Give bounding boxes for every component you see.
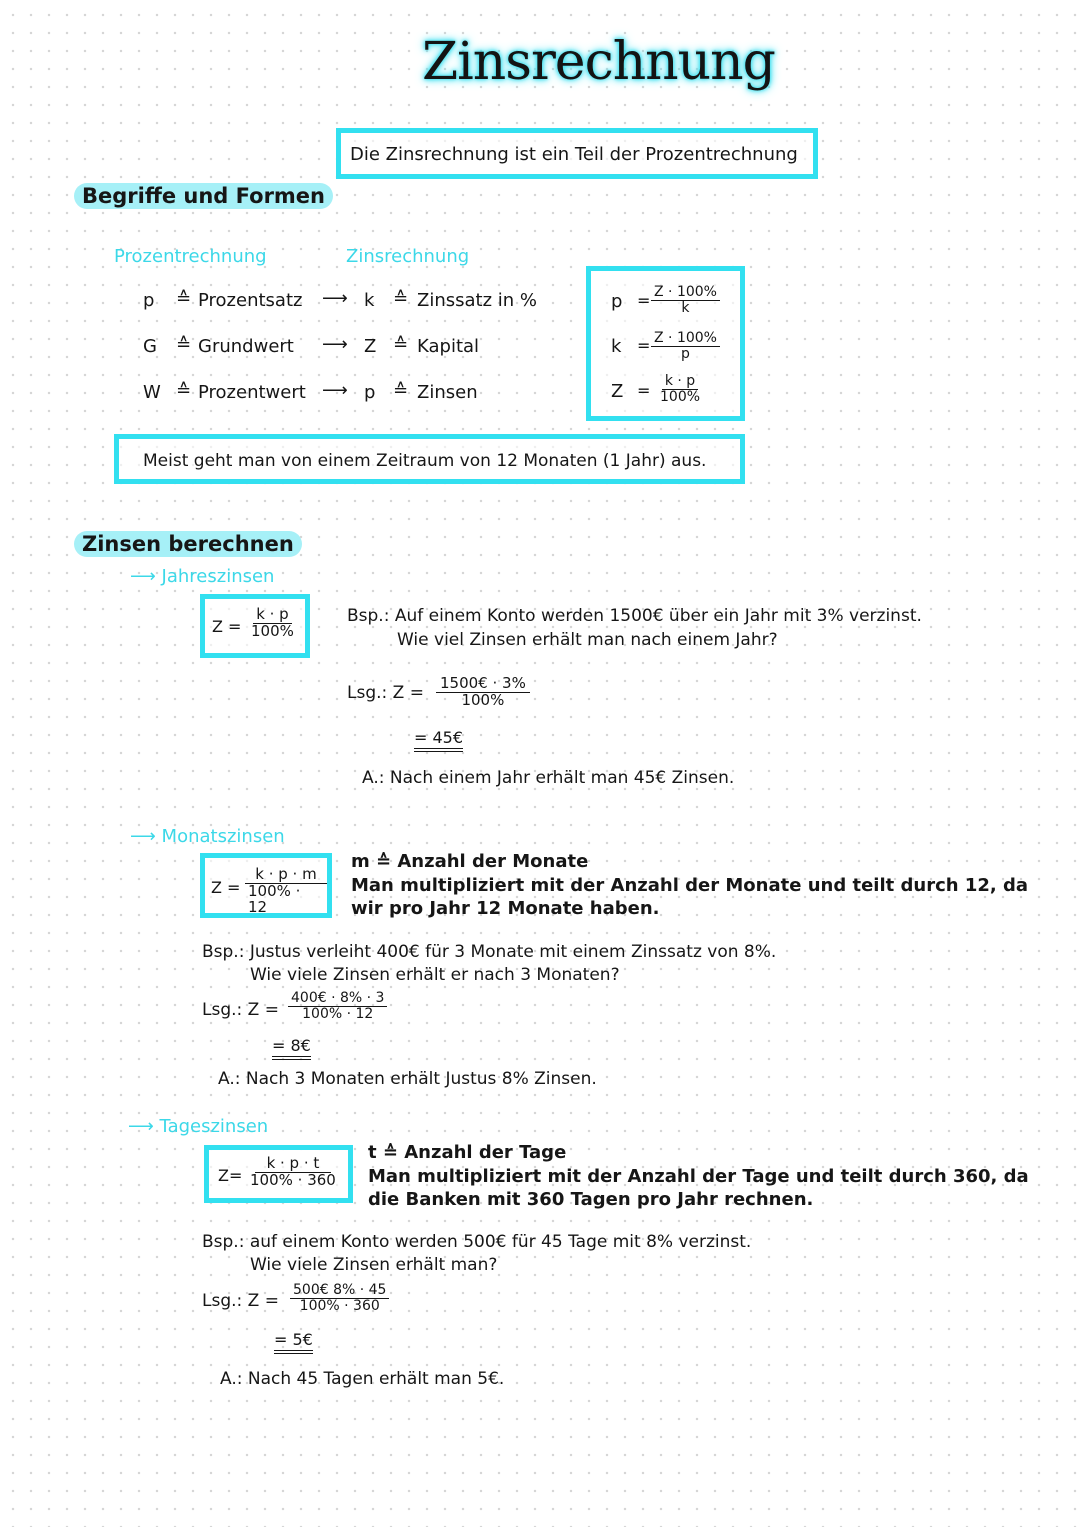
row-sym1: W bbox=[143, 382, 161, 403]
row-name2: Zinssatz in % bbox=[417, 290, 537, 311]
formula-box-monat bbox=[200, 853, 332, 918]
col-title-prozentrechnung: Prozentrechnung bbox=[114, 246, 267, 267]
fraction-denominator: 100% · 12 bbox=[248, 881, 301, 916]
formula-lhs: Z bbox=[611, 381, 624, 402]
corresponds-icon: ≙ bbox=[393, 288, 409, 309]
page-title: Zinsrechnung bbox=[422, 32, 775, 92]
formula-lhs: Z= bbox=[218, 1166, 243, 1185]
fraction-numerator: k · p bbox=[253, 607, 292, 624]
fraction-numerator: Z · 100% bbox=[651, 285, 720, 301]
subsection-tageszinsen bbox=[128, 1116, 268, 1137]
fraction-denominator: 100% bbox=[251, 621, 294, 640]
formula-fraction bbox=[657, 374, 703, 404]
intro-box bbox=[336, 128, 818, 179]
fraction-numerator: k · p bbox=[662, 374, 698, 390]
result-value: = 45€ bbox=[414, 728, 463, 752]
solution-label: Lsg.: Z = bbox=[202, 1291, 279, 1311]
explanation-line: wir pro Jahr 12 Monate haben. bbox=[351, 898, 660, 919]
fraction-numerator: k · p · t bbox=[255, 1156, 332, 1173]
formula-box bbox=[586, 266, 745, 421]
corresponds-icon: ≙ bbox=[176, 380, 192, 401]
formula-lhs: Z = bbox=[212, 617, 242, 636]
corresponds-icon: ≙ bbox=[176, 334, 192, 355]
formula-fraction bbox=[248, 607, 297, 640]
row-name2: Zinsen bbox=[417, 382, 478, 403]
subsection-label: Monatszinsen bbox=[161, 826, 285, 847]
example-line: Wie viele Zinsen erhält er nach 3 Monaten? bbox=[250, 965, 620, 985]
arrow-right-icon: ⟶ bbox=[130, 566, 156, 587]
arrow-right-icon: ⟶ bbox=[130, 826, 156, 847]
solution-fraction bbox=[436, 676, 530, 709]
formula-eq: = bbox=[637, 336, 651, 355]
corresponds-icon: ≙ bbox=[176, 288, 192, 309]
explanation-line: die Banken mit 360 Tagen pro Jahr rechnen. bbox=[368, 1189, 814, 1210]
example-line: Bsp.: Justus verleiht 400€ für 3 Monate mit einem Zinssatz von 8%. bbox=[202, 942, 777, 962]
answer-text: A.: Nach einem Jahr erhält man 45€ Zinsen. bbox=[362, 768, 735, 788]
solution-label: Lsg.: Z = bbox=[202, 1000, 279, 1020]
section-heading-text: Begriffe und Formen bbox=[74, 183, 333, 209]
definition-text: t ≙ Anzahl der Tage bbox=[368, 1142, 567, 1163]
fraction-denominator: 100% bbox=[461, 690, 505, 709]
formula-lhs: p bbox=[611, 291, 623, 312]
formula-box-tag bbox=[204, 1145, 353, 1203]
section-heading-zinsen bbox=[74, 532, 302, 556]
fraction-denominator: 100% bbox=[660, 388, 701, 405]
subsection-monatszinsen bbox=[130, 826, 285, 847]
fraction-denominator: 100% · 360 bbox=[250, 1170, 336, 1189]
subsection-label: Tageszinsen bbox=[159, 1116, 269, 1137]
example-line: Wie viele Zinsen erhält man? bbox=[250, 1255, 498, 1275]
arrow-right-icon: ⟶ bbox=[322, 334, 348, 355]
formula-eq: = bbox=[637, 291, 651, 310]
section-heading-text: Zinsen berechnen bbox=[74, 531, 302, 557]
explanation-line: Man multipliziert mit der Anzahl der Tage und teilt durch 360, da bbox=[368, 1166, 1029, 1187]
section-heading-begriffe bbox=[74, 184, 333, 208]
solution-fraction bbox=[290, 1283, 389, 1313]
col-title-zinsrechnung: Zinsrechnung bbox=[346, 246, 470, 267]
solution-result bbox=[274, 1330, 313, 1349]
definition-text: m ≙ Anzahl der Monate bbox=[351, 851, 589, 872]
row-name1: Grundwert bbox=[198, 336, 294, 357]
note-text: Meist geht man von einem Zeitraum von 12 Monaten (1 Jahr) aus. bbox=[143, 451, 707, 471]
row-sym2: p bbox=[364, 382, 376, 403]
solution-result bbox=[414, 728, 463, 747]
row-name2: Kapital bbox=[417, 336, 480, 357]
corresponds-icon: ≙ bbox=[393, 380, 409, 401]
intro-text: Die Zinsrechnung ist ein Teil der Prozentrechnung bbox=[350, 144, 798, 165]
formula-fraction bbox=[245, 867, 327, 915]
solution-label: Lsg.: Z = bbox=[347, 683, 424, 703]
corresponds-icon: ≙ bbox=[393, 334, 409, 355]
example-line: Bsp.: auf einem Konto werden 500€ für 45 Tage mit 8% verzinst. bbox=[202, 1232, 752, 1252]
formula-box-jahr bbox=[200, 594, 310, 658]
fraction-numerator: 500€ 8% · 45 bbox=[290, 1283, 389, 1299]
fraction-numerator: 1500€ · 3% bbox=[436, 676, 530, 693]
fraction-denominator: 100% · 360 bbox=[299, 1297, 380, 1314]
subsection-label: Jahreszinsen bbox=[161, 566, 275, 587]
row-sym1: G bbox=[143, 336, 157, 357]
result-value: = 5€ bbox=[274, 1330, 313, 1354]
note-box bbox=[114, 434, 745, 484]
example-line: Wie viel Zinsen erhält man nach einem Jahr? bbox=[397, 630, 778, 650]
formula-eq: = bbox=[637, 381, 651, 400]
formula-fraction bbox=[651, 285, 720, 315]
fraction-denominator: k bbox=[681, 299, 690, 316]
arrow-right-icon: ⟶ bbox=[128, 1116, 154, 1137]
solution-fraction bbox=[288, 991, 387, 1021]
formula-lhs: Z = bbox=[211, 878, 241, 897]
formula-fraction bbox=[247, 1156, 339, 1189]
row-sym2: k bbox=[364, 290, 375, 311]
fraction-denominator: p bbox=[681, 345, 690, 362]
row-sym1: p bbox=[143, 290, 155, 311]
row-sym2: Z bbox=[364, 336, 377, 357]
answer-text: A.: Nach 45 Tagen erhält man 5€. bbox=[220, 1369, 505, 1389]
arrow-right-icon: ⟶ bbox=[322, 380, 348, 401]
row-name1: Prozentwert bbox=[198, 382, 306, 403]
formula-fraction bbox=[651, 331, 720, 361]
arrow-right-icon: ⟶ bbox=[322, 288, 348, 309]
answer-text: A.: Nach 3 Monaten erhält Justus 8% Zinsen. bbox=[218, 1069, 597, 1089]
fraction-denominator: 100% · 12 bbox=[302, 1005, 374, 1022]
row-name1: Prozentsatz bbox=[198, 290, 303, 311]
formula-lhs: k bbox=[611, 336, 622, 357]
fraction-numerator: 400€ · 8% · 3 bbox=[288, 991, 387, 1007]
subsection-jahreszinsen bbox=[130, 566, 274, 587]
solution-result bbox=[272, 1036, 311, 1055]
result-value: = 8€ bbox=[272, 1036, 311, 1060]
fraction-numerator: k · p · m bbox=[245, 867, 326, 884]
example-line: Bsp.: Auf einem Konto werden 1500€ über ein Jahr mit 3% verzinst. bbox=[347, 606, 922, 626]
explanation-line: Man multipliziert mit der Anzahl der Monate und teilt durch 12, da bbox=[351, 875, 1029, 896]
fraction-numerator: Z · 100% bbox=[651, 331, 720, 347]
